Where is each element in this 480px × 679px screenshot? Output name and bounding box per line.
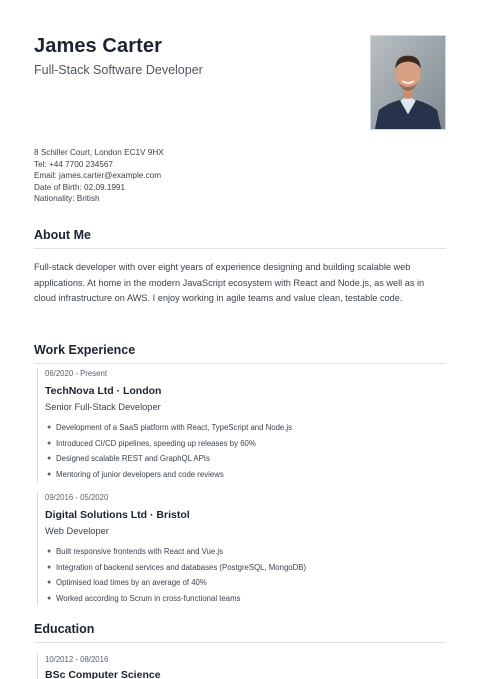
- list-item: ● Optimised load times by an average of 40%: [45, 575, 446, 591]
- bullet-icon: ●: [47, 594, 52, 602]
- education-date: 10/2012 - 08/2016: [45, 655, 109, 664]
- bullet-icon: ●: [47, 439, 52, 447]
- contact-nationality: Nationality: British: [34, 194, 100, 204]
- person-name: James Carter: [34, 35, 162, 57]
- job-employer: Digital Solutions Ltd · Bristol: [45, 509, 190, 521]
- education-entry: [37, 654, 446, 679]
- bullet-icon: ●: [47, 455, 52, 463]
- education-heading: Education: [34, 622, 446, 643]
- job-role: Senior Full-Stack Developer: [45, 402, 161, 412]
- job-entry: [37, 492, 446, 606]
- contact-details: [34, 147, 164, 205]
- bullet-icon: ●: [47, 563, 52, 571]
- bullet-icon: ●: [47, 579, 52, 587]
- contact-dob: Date of Birth: 02.09.1991: [34, 182, 126, 192]
- job-title: Full-Stack Software Developer: [34, 63, 203, 77]
- list-item: ● Development of a SaaS platform with React, TypeScript and Node.js: [45, 420, 446, 436]
- job-bullets: [45, 544, 446, 606]
- list-item: ● Introduced CI/CD pipelines, speeding up releases by 60%: [45, 436, 446, 452]
- about-text: Full-stack developer with over eight years of experience designing and building scalable web applications. At home in the modern JavaScript ecosystem with React and Node.js, as well as in cloud infrastructure on AWS. I enjoy working in agile teams and value clean, testable code.: [34, 262, 425, 304]
- job-bullets: [45, 420, 446, 482]
- bullet-icon: ●: [47, 548, 52, 555]
- bullet-icon: ●: [47, 424, 52, 431]
- list-item: ● Worked according to Scrum in cross-functional teams: [45, 591, 446, 607]
- cv-header: [34, 0, 446, 140]
- job-role: Web Developer: [45, 526, 109, 536]
- list-item: ● Integration of backend services and databases (PostgreSQL, MongoDB): [45, 560, 446, 576]
- list-item: ● Designed scalable REST and GraphQL APIs: [45, 451, 446, 467]
- contact-email: Email: james.carter@example.com: [34, 171, 162, 181]
- job-entry: [37, 368, 446, 482]
- experience-heading: Work Experience: [34, 343, 446, 364]
- contact-phone: Tel: +44 7700 234567: [34, 159, 113, 169]
- about-heading: About Me: [34, 228, 446, 249]
- education-degree: BSc Computer Science: [45, 669, 161, 679]
- portrait-image: [371, 36, 445, 129]
- job-employer: TechNova Ltd · London: [45, 385, 162, 397]
- list-item: ● Mentoring of junior developers and code reviews: [45, 467, 446, 483]
- contact-address: 8 Schiller Court, London EC1V 9HX: [34, 148, 164, 157]
- list-item: ● Built responsive frontends with React and Vue.js: [45, 544, 446, 560]
- job-date: 09/2016 - 05/2020: [45, 493, 109, 502]
- job-date: 06/2020 - Present: [45, 369, 107, 378]
- bullet-icon: ●: [47, 470, 52, 478]
- profile-photo: [370, 35, 446, 130]
